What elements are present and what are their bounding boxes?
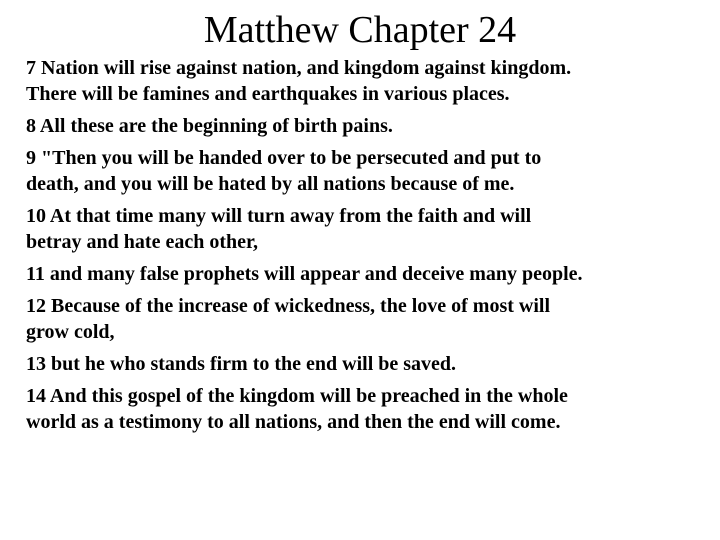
verse-13 [26,351,716,377]
verse-9 [26,145,716,197]
verse-line: 12 Because of the increase of wickedness, the love of most will [26,295,551,317]
verse-line: There will be famines and earthquakes in various places. [26,83,510,105]
verse-line: 8 All these are the beginning of birth pains. [26,115,393,137]
page-title: Matthew Chapter 24 [203,9,517,51]
verse-line: 10 At that time many will turn away from the faith and will [26,205,532,227]
verse-8 [26,113,716,139]
verse-line: world as a testimony to all nations, and then the end will come. [26,411,561,433]
verse-line: 7 Nation will rise against nation, and kingdom against kingdom. [26,57,572,79]
verse-line: grow cold, [26,321,115,343]
verse-line: 14 And this gospel of the kingdom will be preached in the whole [26,385,568,407]
verse-list [26,55,716,441]
verse-line: 13 but he who stands firm to the end will be saved. [26,353,457,375]
verse-line: death, and you will be hated by all nations because of me. [26,173,515,195]
verse-line: betray and hate each other, [26,231,259,253]
verse-line: 11 and many false prophets will appear and deceive many people. [26,263,583,285]
verse-line: 9 "Then you will be handed over to be persecuted and put to [26,147,542,169]
verse-11 [26,261,716,287]
verse-12 [26,293,716,345]
verse-14 [26,383,716,435]
verse-7 [26,55,716,107]
verse-10 [26,203,716,255]
